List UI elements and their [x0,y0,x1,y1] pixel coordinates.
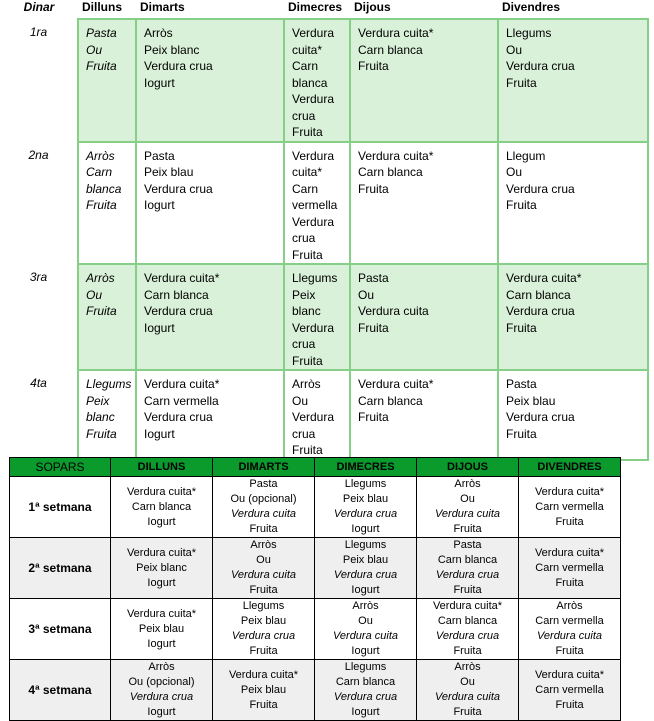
sopars-week-row [10,538,621,599]
menu-item: Iogurt [144,75,175,90]
menu-item: Verdura crua [506,181,575,196]
menu-item: Fruita [555,515,584,528]
menu-item: Peix blau [240,615,287,627]
sopars-week-row [10,477,621,538]
menu-item: Verdura cuita* [358,26,434,40]
sopars-menu-cell [111,477,213,538]
dinar-menu-cell [136,264,284,370]
menu-item: Verdura cuita* [228,668,299,681]
menu-item: Iogurt [144,198,175,212]
dinar-menu-cell [78,370,136,460]
sopars-menu-cell [315,538,417,599]
dinar-header-row [0,0,648,19]
menu-item: Verdura cuita* [534,668,605,681]
dinar-week-row [0,142,648,265]
menu-item: Arròs [556,600,583,612]
menu-item: Iogurt [351,706,380,718]
dinar-menu-cell [498,264,648,370]
sopars-day-header: DIMARTS [213,458,315,477]
sopars-menu-cell [111,660,213,721]
menu-item: Iogurt [144,320,175,335]
menu-item: Peix blau [342,493,389,505]
menu-item: Carn vermella [535,500,604,513]
menu-item: Llegum [506,148,546,163]
menu-item: Verdura cuita* [126,546,197,559]
menu-item: Carn [86,165,113,179]
menu-item: Carn blanca [358,42,423,57]
menu-item: Llegums [344,661,387,673]
menu-item: Peix blau [342,554,389,566]
menu-item: Verdura cuita* [144,377,220,391]
menu-item: Iogurt [144,426,175,441]
menu-item: Fruita [86,304,117,318]
menu-item: Llegums [292,271,338,285]
sopars-menu-cell [213,599,315,660]
dinar-menu-cell [284,264,350,370]
dinar-menu-cell [498,142,648,265]
menu-item: vermella [292,198,338,212]
menu-item: Ou [506,42,523,57]
menu-item: Ou [256,554,271,566]
menu-item: Peix blanc [136,561,187,574]
sopars-week-row [10,599,621,660]
menu-item: Verdura cuita* [506,271,582,285]
sopars-menu-cell [315,477,417,538]
menu-item: Pasta [144,148,175,163]
sopars-menu-cell [315,599,417,660]
menu-item: Carn blanca [437,554,498,566]
sopars-menu-cell [111,538,213,599]
sopars-menu-cell [417,660,519,721]
sopars-menu-cell [417,538,519,599]
menu-item: Iogurt [147,515,176,528]
menu-item: Carn blanca [131,500,192,513]
menu-item: Ou [506,165,523,179]
menu-item: Fruita [292,353,323,368]
menu-item: blanc [86,410,115,424]
menu-item: Verdura cuita [536,630,603,642]
menu-item: Peix blanc [144,42,200,57]
menu-item: Verdura cuita* [432,600,503,612]
menu-item: Verdura crua [506,410,575,424]
dinar-day-header: Dilluns [82,0,123,14]
menu-item: Carn blanca [358,165,423,179]
menu-item: Carn blanca [335,676,396,688]
menu-item: Carn blanca [358,393,423,408]
menu-item: Peix blau [138,622,185,635]
menu-item: Verdura crua [129,691,194,703]
menu-item: Arròs [454,661,481,673]
menu-item: Fruita [555,576,584,589]
menu-item: Arròs [454,478,481,490]
menu-item: Fruita [86,59,117,73]
sopars-table [9,457,621,721]
sopars-week-label: 3ª setmana [10,599,111,660]
dinar-menu-cell [78,264,136,370]
dinar-menu-cell [350,142,498,265]
menu-item: Verdura crua [333,691,398,703]
menu-item: Arròs [148,661,175,673]
dinar-day-header: Dimarts [140,0,185,14]
dinar-week-label: 3ra [29,270,48,284]
menu-item: Fruita [506,426,537,441]
menu-item: Fruita [506,198,537,212]
menu-item: Iogurt [147,706,176,718]
dinar-menu-cell [78,19,136,142]
menu-item: Ou [460,493,475,505]
menu-item: Fruita [555,645,584,657]
dinar-menu-cell [350,264,498,370]
menu-item: Ou [358,287,375,302]
menu-item: Verdura crua [435,630,500,642]
dinar-menu-cell [350,19,498,142]
dinar-day-header: Dijous [354,0,391,14]
dinar-day-header: Divendres [502,0,561,14]
menu-item: Verdura cuita* [358,377,434,391]
sopars-day-header: DIJOUS [417,458,519,477]
menu-item: Verdura cuita* [534,485,605,498]
menu-item: Verdura cuita* [126,607,197,620]
dinar-menu-cell [498,19,648,142]
menu-item: Pasta [453,539,482,551]
menu-item: Arròs [86,271,115,285]
dinar-menu-cell [136,19,284,142]
menu-item: Iogurt [351,584,380,596]
menu-item: Verdura crua [144,59,213,73]
sopars-week-label: 4ª setmana [10,660,111,721]
menu-item: Verdura cuita [434,508,501,520]
menu-item: Ou (opcional) [230,493,297,505]
menu-item: Verdura [292,320,335,335]
menu-item: Ou [292,393,309,408]
menu-item: Fruita [453,706,482,718]
menu-item: Fruita [292,125,323,139]
menu-item: Fruita [249,645,278,657]
menu-item: Carn blanca [144,287,209,302]
menu-item: Carn vermella [535,615,604,627]
menu-item: Fruita [358,410,389,424]
menu-item: Fruita [506,75,537,90]
menu-item: blanca [292,75,328,90]
dinar-week-row [0,19,648,142]
sopars-day-header: DIMECRES [315,458,417,477]
menu-item: Verdura cuita* [534,546,605,559]
menu-item: Carn blanca [506,287,571,302]
menu-item: Carn vermella [535,561,604,574]
dinar-menu-cell [136,370,284,460]
menu-item: Arròs [352,600,379,612]
sopars-menu-cell [213,477,315,538]
menu-item: Ou [358,615,373,627]
menu-item: Iogurt [147,637,176,650]
menu-item: Ou [460,676,475,688]
sopars-day-header: DILLUNS [111,458,213,477]
menu-item: Iogurt [351,645,380,657]
menu-item: Llegums [506,26,552,40]
menu-item: Fruita [453,523,482,535]
sopars-title: SOPARS [10,458,111,477]
dinar-menu-cell [498,370,648,460]
menu-item: Fruita [292,247,323,262]
sopars-menu-cell [213,660,315,721]
menu-item: Carn vermella [144,393,219,408]
menu-item: Fruita [506,320,537,335]
dinar-menu-cell [284,19,350,142]
menu-item: Verdura crua [231,630,296,642]
menu-item: Verdura [292,148,335,163]
menu-item: cuita* [292,42,323,57]
dinar-week-row [0,264,648,370]
menu-item: Verdura [292,214,335,229]
menu-item: Fruita [249,523,278,535]
dinar-title: Dinar [23,0,55,14]
menu-item: Iogurt [351,523,380,535]
dinar-week-label: 2na [28,147,49,162]
menu-item: crua [292,231,316,245]
menu-item: Llegums [86,377,132,391]
sopars-menu-cell [417,599,519,660]
menu-item: Peix [86,393,110,408]
sopars-menu-cell [213,538,315,599]
menu-item: Carn [292,59,319,73]
menu-item: Peix blau [144,165,194,179]
menu-item: Verdura [292,410,335,424]
menu-item: Verdura cuita* [144,271,220,285]
sopars-day-header: DIVENDRES [519,458,621,477]
dinar-day-header: Dimecres [288,0,343,14]
dinar-menu-cell [78,142,136,265]
menu-item: crua [292,426,316,441]
menu-item: Llegums [344,539,387,551]
menu-item: Verdura [292,26,335,40]
menu-item: Verdura cuita* [358,148,434,163]
sopars-menu-cell [111,599,213,660]
menu-item: Verdura crua [333,569,398,581]
menu-item: Ou (opcional) [128,676,195,688]
menu-item: Arròs [292,377,321,391]
menu-item: Carn [292,181,319,196]
menu-item: Verdura crua [506,304,575,318]
menu-item: Peix [292,287,316,302]
menu-item: Fruita [358,59,389,73]
sopars-menu-cell [519,538,621,599]
menu-item: Verdura crua [333,508,398,520]
menu-item: Fruita [292,443,323,457]
menu-item: Pasta [506,377,537,391]
dinar-menu-cell [284,370,350,460]
menu-item: Verdura crua [435,569,500,581]
sopars-header-row [10,458,621,477]
menu-item: crua [292,337,316,351]
menu-item: Verdura cuita [434,691,501,703]
menu-item: Fruita [86,426,117,441]
menu-item: blanca [86,181,122,196]
menu-item: Llegums [242,600,285,612]
menu-item: Peix blau [240,683,287,696]
menu-item: cuita* [292,165,323,179]
menu-item: Verdura [292,92,335,106]
menu-item: Fruita [86,198,117,212]
menu-item: Verdura cuita [332,630,399,642]
menu-item: Verdura crua [144,304,213,318]
dinar-menu-cell [350,370,498,460]
dinar-week-label: 1ra [29,25,48,39]
sopars-menu-cell [519,477,621,538]
menu-item: Verdura cuita [358,304,429,318]
menu-item: Llegums [344,478,387,490]
sopars-menu-cell [519,599,621,660]
menu-item: Arròs [144,26,173,40]
sopars-week-row [10,660,621,721]
menu-item: Pasta [249,478,278,490]
sopars-week-label: 1ª setmana [10,477,111,538]
menu-item: Ou [86,287,103,302]
menu-item: Fruita [555,698,584,711]
menu-item: Pasta [86,26,117,40]
menu-item: Arròs [86,148,115,163]
menu-item: Fruita [358,320,389,335]
menu-item: Verdura crua [144,181,213,196]
menu-item: blanc [292,304,321,318]
menu-item: Iogurt [147,576,176,589]
dinar-menu-cell [284,142,350,265]
menu-item: Arròs [250,539,277,551]
menu-item: Verdura crua [506,59,575,73]
menu-item: Pasta [358,271,389,285]
dinar-menu-cell [136,142,284,265]
menu-item: Verdura cuita [230,508,297,520]
menu-item: Carn vermella [535,683,604,696]
dinar-week-label: 4ta [30,376,47,390]
menu-item: Verdura crua [144,410,213,424]
sopars-menu-cell [519,660,621,721]
menu-item: Ou [86,42,103,57]
menu-item: Fruita [249,584,278,596]
menu-item: Peix blau [506,393,556,408]
menu-item: Fruita [453,645,482,657]
menu-item: Carn blanca [437,615,498,627]
sopars-menu-cell [315,660,417,721]
dinar-week-row [0,370,648,460]
sopars-menu-cell [417,477,519,538]
sopars-week-label: 2ª setmana [10,538,111,599]
menu-item: Fruita [249,698,278,711]
menu-item: Fruita [453,584,482,596]
menu-item: crua [292,108,316,123]
menu-item: Fruita [358,181,389,196]
menu-item: Verdura cuita* [126,485,197,498]
menu-item: Verdura cuita [230,569,297,581]
